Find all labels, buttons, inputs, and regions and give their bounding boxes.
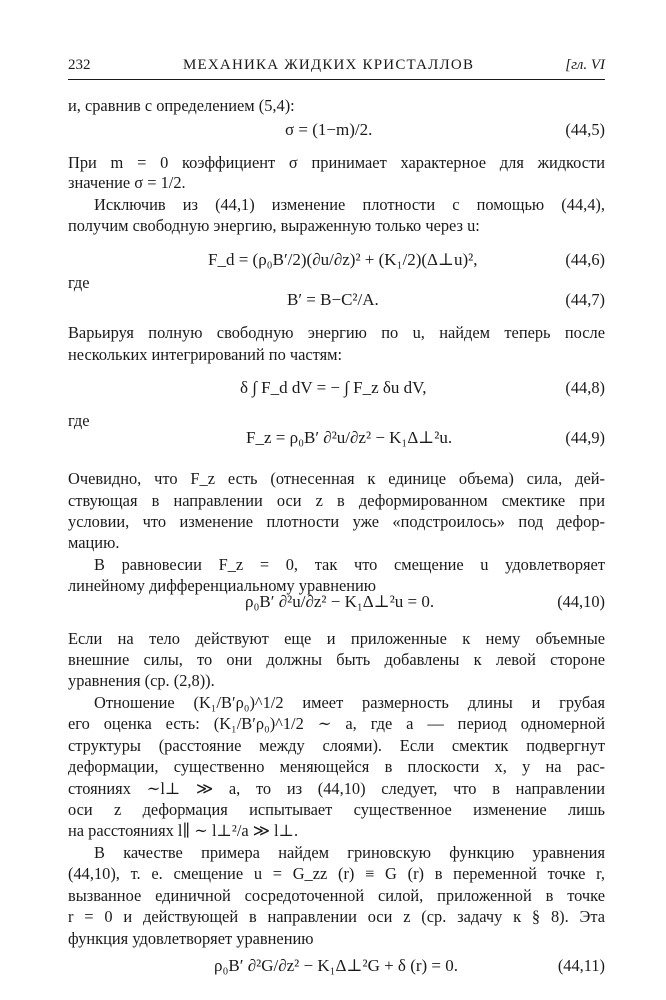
- text-line: получим свободную энергию, выраженную только через u:: [68, 216, 480, 235]
- text-line: Варьируя полную свободную энергию по u, найдем теперь после: [68, 323, 605, 342]
- running-title: МЕХАНИКА ЖИДКИХ КРИСТАЛЛОВ: [183, 57, 475, 73]
- text-line: Если на тело действуют еще и приложенные к нему объемные: [68, 629, 605, 648]
- text-line: Очевидно, что F_z есть (отнесенная к единице объема) сила, дей-: [68, 469, 605, 488]
- text-line: оси z деформация испытывает существенное изменение лишь: [68, 800, 605, 819]
- equation-44-9: F_z = ρ₀B′ ∂²u/∂z² − K₁Δ⊥²u.: [246, 428, 453, 447]
- equation-44-10: ρ₀B′ ∂²u/∂z² − K₁Δ⊥²u = 0.: [245, 592, 435, 611]
- text-line: значение σ = 1/2.: [68, 173, 186, 192]
- text-line: функция удовлетворяет уравнению: [68, 929, 314, 948]
- equation-number: (44,6): [565, 250, 605, 269]
- equation-44-5: σ = (1−m)/2.: [285, 120, 373, 139]
- equation-44-11: ρ₀B′ ∂²G/∂z² − K₁Δ⊥²G + δ (r) = 0.: [214, 956, 459, 975]
- text-line: где: [68, 273, 90, 292]
- text-line: условии, что изменение плотности уже «подстроилось» под дефор-: [68, 512, 605, 531]
- text-line: Исключив из (44,1) изменение плотности с помощью (44,4),: [94, 195, 605, 214]
- text-line: (44,10), т. е. смещение u = G_zz (r) ≡ G (r) в переменной точке r,: [68, 864, 605, 883]
- equation-44-7: B′ = B−C²/A.: [287, 290, 379, 309]
- equation-number: (44,11): [557, 956, 605, 975]
- text-line: нескольких интегрирований по частям:: [68, 345, 343, 364]
- chapter-label: [гл. VI: [565, 57, 605, 73]
- equation-number: (44,10): [557, 592, 605, 611]
- text-line: Отношение (K₁/B′ρ₀)^1/2 имеет размерность длины и грубая: [94, 693, 605, 712]
- text-line: При m = 0 коэффициент σ принимает характерное для жидкости: [68, 153, 605, 172]
- equation-number: (44,5): [565, 120, 605, 139]
- text-line: линейному дифференциальному уравнению: [68, 576, 377, 595]
- text-line: вызванное единичной сосредоточенной силой, приложенной в точке: [68, 886, 605, 905]
- text-line: r = 0 и действующей в направлении оси z (ср. задачу к § 8). Эта: [68, 907, 605, 926]
- text-line: структуры (расстояние между слоями). Если смектик подвергнут: [68, 736, 605, 755]
- text-line: стояниях ∼l⊥ ≫ a, то из (44,10) следует, что в направлении: [68, 779, 605, 798]
- equation-44-6: F_d = (ρ₀B′/2)(∂u/∂z)² + (K₁/2)(Δ⊥u)²,: [208, 250, 478, 269]
- text-line: внешние силы, то они должны быть добавлены к левой стороне: [68, 650, 605, 669]
- text-line: его оценка есть: (K₁/B′ρ₀)^1/2 ∼ a, где a — период одномерной: [68, 714, 605, 733]
- text-line: где: [68, 411, 90, 430]
- equation-number: (44,9): [565, 428, 605, 447]
- page-number: 232: [68, 57, 91, 73]
- equation-number: (44,8): [565, 378, 605, 397]
- text-line: В качестве примера найдем гриновскую функцию уравнения: [94, 843, 605, 862]
- text-line: и, сравнив с определением (5,4):: [68, 96, 295, 115]
- equation-44-8: δ ∫ F_d dV = − ∫ F_z δu dV,: [240, 378, 427, 397]
- text-line: ствующая в направлении оси z в деформированном смектике при: [68, 491, 605, 510]
- text-line: деформации, существенно меняющейся в плоскости x, y на рас-: [68, 757, 605, 776]
- equation-number: (44,7): [565, 290, 605, 309]
- header-rule: [68, 79, 605, 80]
- text-line: уравнения (ср. (2,8)).: [68, 671, 215, 690]
- text-line: В равновесии F_z = 0, так что смещение u удовлетворяет: [94, 555, 605, 574]
- text-line: на расстояниях l∥ ∼ l⊥²/a ≫ l⊥.: [68, 821, 299, 840]
- text-line: мацию.: [68, 533, 120, 552]
